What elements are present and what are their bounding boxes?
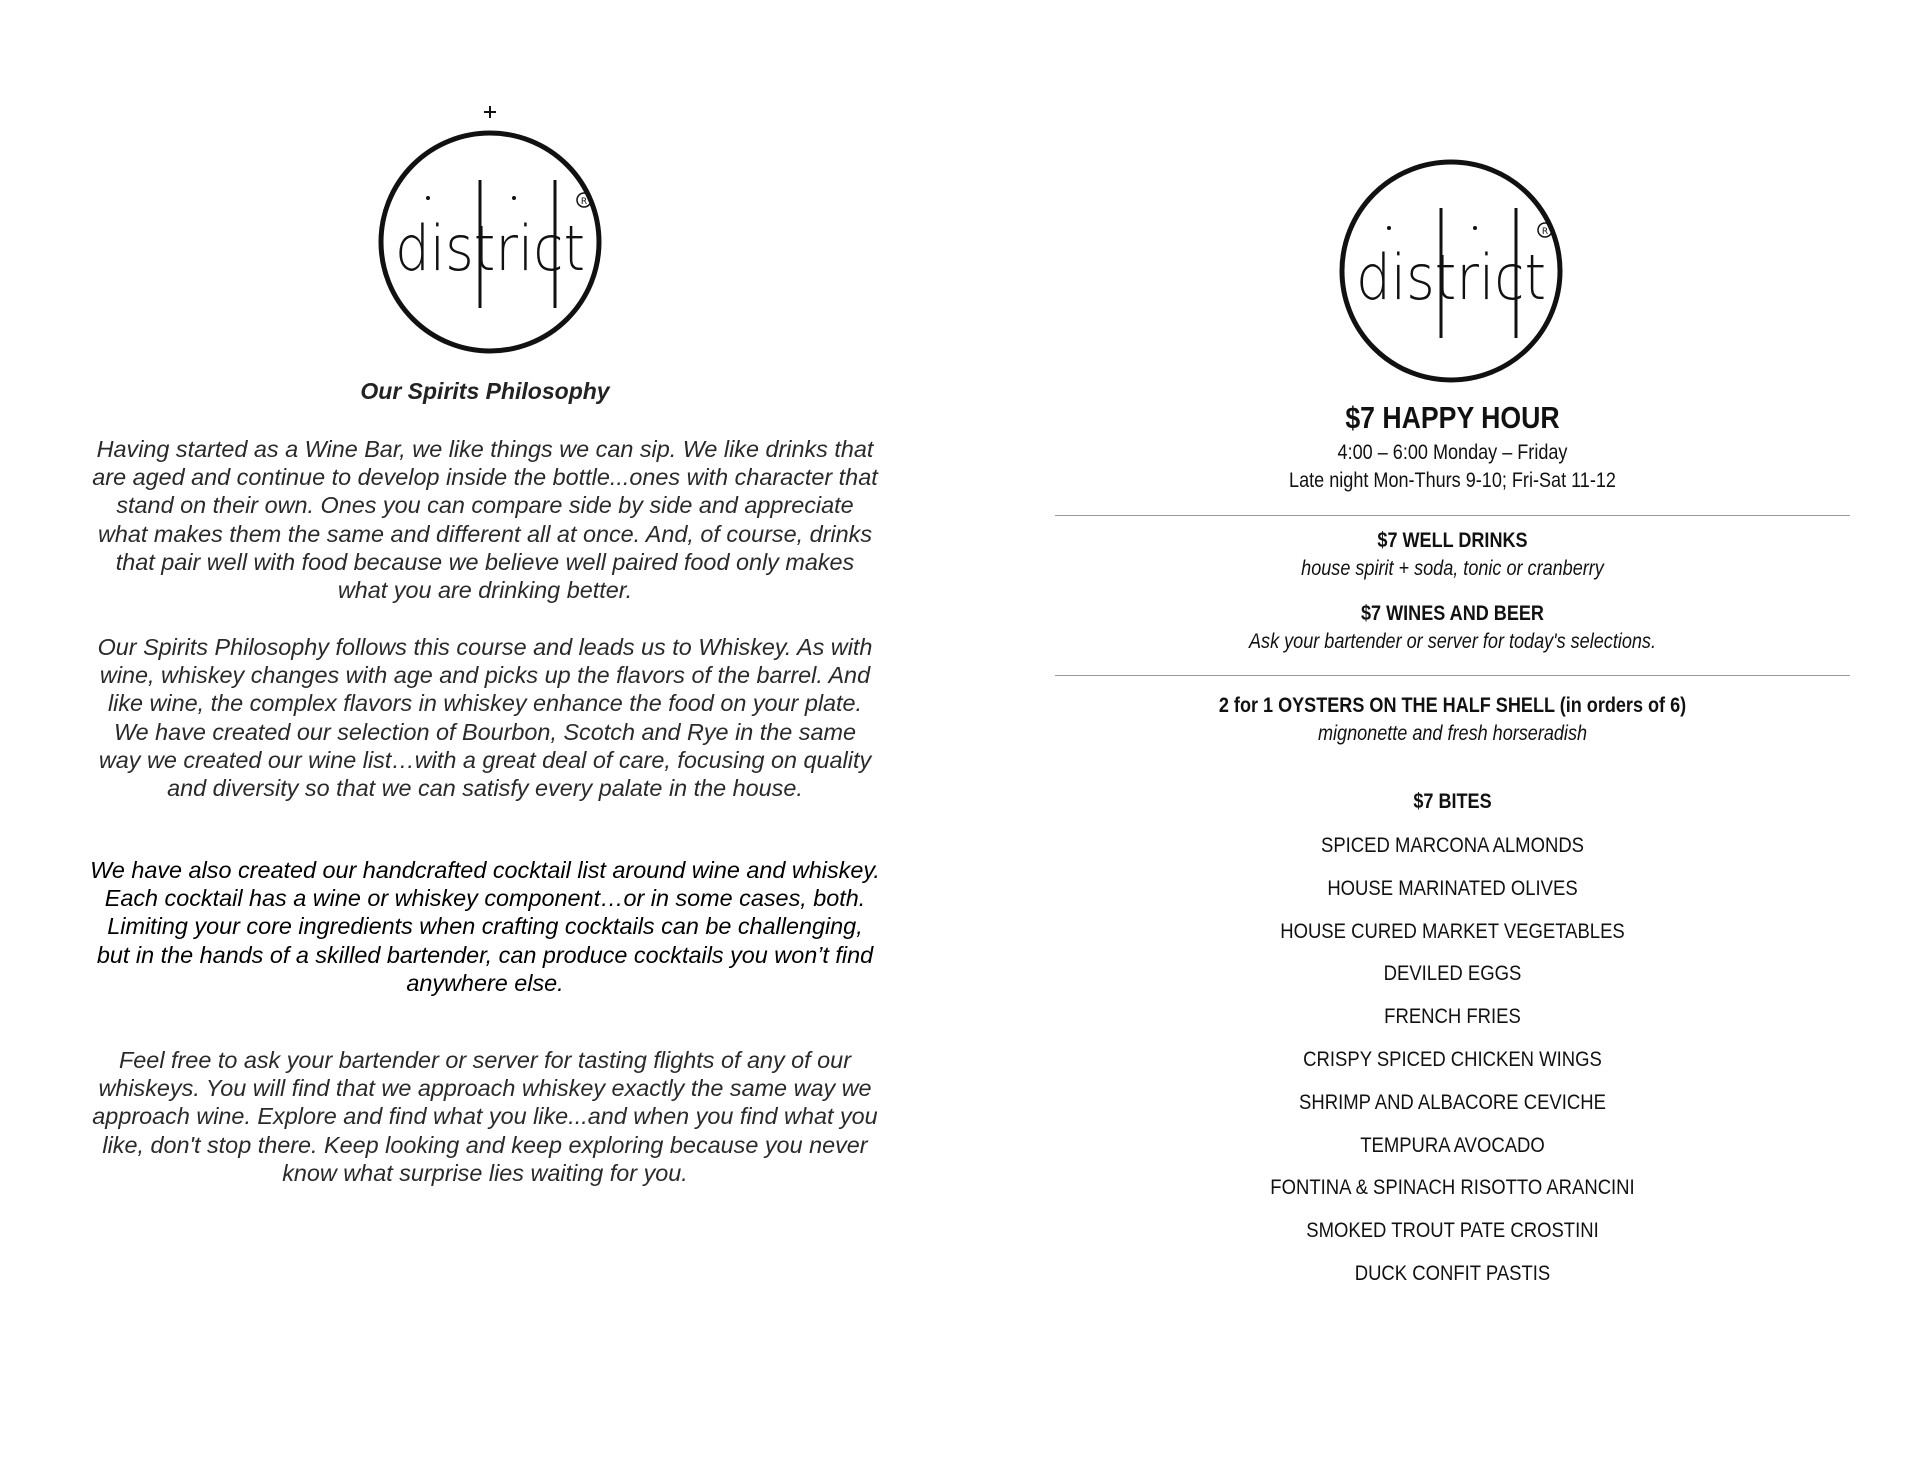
bites-list xyxy=(1055,833,1850,1304)
list-item: DEVILED EGGS xyxy=(1383,961,1522,986)
section-divider xyxy=(1055,675,1850,676)
philosophy-paragraph-4: Feel free to ask your bartender or server for tasting flights of any of our whiskeys. You will find that we approach whiskey exactly the same way we approach wine. Explore and find what you like...and when you find what you like, don't stop there. Keep looking and keep exploring because you never know what surprise lies waiting for you. xyxy=(92,1047,878,1186)
svg-text:R: R xyxy=(1541,227,1549,237)
list-item: TEMPURA AVOCADO xyxy=(1360,1132,1545,1157)
list-item: SHRIMP AND ALBACORE CEVICHE xyxy=(1299,1089,1606,1114)
happy-hour-hours: 4:00 – 6:00 Monday – Friday xyxy=(1337,441,1568,464)
list-item: DUCK CONFIT PASTIS xyxy=(1354,1260,1551,1285)
svg-text:R: R xyxy=(580,197,588,207)
svg-text:district: district xyxy=(395,212,585,285)
list-item: HOUSE MARINATED OLIVES xyxy=(1327,875,1578,900)
well-drinks-title: $7 WELL DRINKS xyxy=(1377,529,1528,552)
philosophy-paragraph-3: We have also created our handcrafted cocktail list around wine and whiskey. Each cocktail has a wine or whiskey component…or in some cases, both. Limiting your core ingredients when crafting cocktails can be challenging, but in the hands of a skilled bartender, can produce cocktails you won’t find anywhere else. xyxy=(90,857,880,996)
list-item: FONTINA & SPINACH RISOTTO ARANCINI xyxy=(1270,1175,1635,1200)
oysters-description: mignonette and fresh horseradish xyxy=(1317,722,1588,745)
oysters-title: 2 for 1 OYSTERS ON THE HALF SHELL (in orders of 6) xyxy=(1218,694,1687,717)
right-page xyxy=(1055,0,1850,1484)
happy-hour-title: $7 HAPPY HOUR xyxy=(1345,400,1560,435)
section-divider xyxy=(1055,515,1850,516)
list-item: FRENCH FRIES xyxy=(1384,1004,1521,1029)
wines-beer-description: Ask your bartender or server for today's selections. xyxy=(1249,630,1656,653)
district-logo xyxy=(1338,158,1564,384)
list-item: SPICED MARCONA ALMONDS xyxy=(1320,833,1585,857)
late-night-hours: Late night Mon-Thurs 9-10; Fri-Sat 11-12 xyxy=(1289,469,1616,492)
well-drinks-description: house spirit + soda, tonic or cranberry xyxy=(1301,557,1604,580)
list-item: SMOKED TROUT PATE CROSTINI xyxy=(1306,1218,1599,1243)
district-logo xyxy=(372,98,608,358)
svg-text:district: district xyxy=(1356,241,1546,314)
philosophy-paragraph-1: Having started as a Wine Bar, we like things we can sip. We like drinks that are aged and continue to develop inside the bottle...ones with character that stand on their own. Ones you can compare side by side and appreciate what makes them the same and different all at once. And, of course, drinks that pair well with food because we believe well paired food only makes what you are drinking better. xyxy=(92,436,878,604)
list-item: CRISPY SPICED CHICKEN WINGS xyxy=(1303,1046,1602,1071)
philosophy-paragraph-2: Our Spirits Philosophy follows this course and leads us to Whiskey. As with wine, whiskey changes with age and picks up the flavors of the barrel. And like wine, the complex flavors in whiskey enhance the food on your plate. We have created our selection of Bourbon, Scotch and Rye in the same way we created our wine list…with a great deal of care, focusing on quality and diversity so that we can satisfy every palate in the house. xyxy=(97,634,873,802)
left-page xyxy=(90,0,880,1484)
wines-beer-title: $7 WINES AND BEER xyxy=(1361,602,1544,625)
bites-title: $7 BITES xyxy=(1413,790,1492,813)
list-item: HOUSE CURED MARKET VEGETABLES xyxy=(1280,918,1625,943)
page-title: Our Spirits Philosophy xyxy=(360,378,610,404)
